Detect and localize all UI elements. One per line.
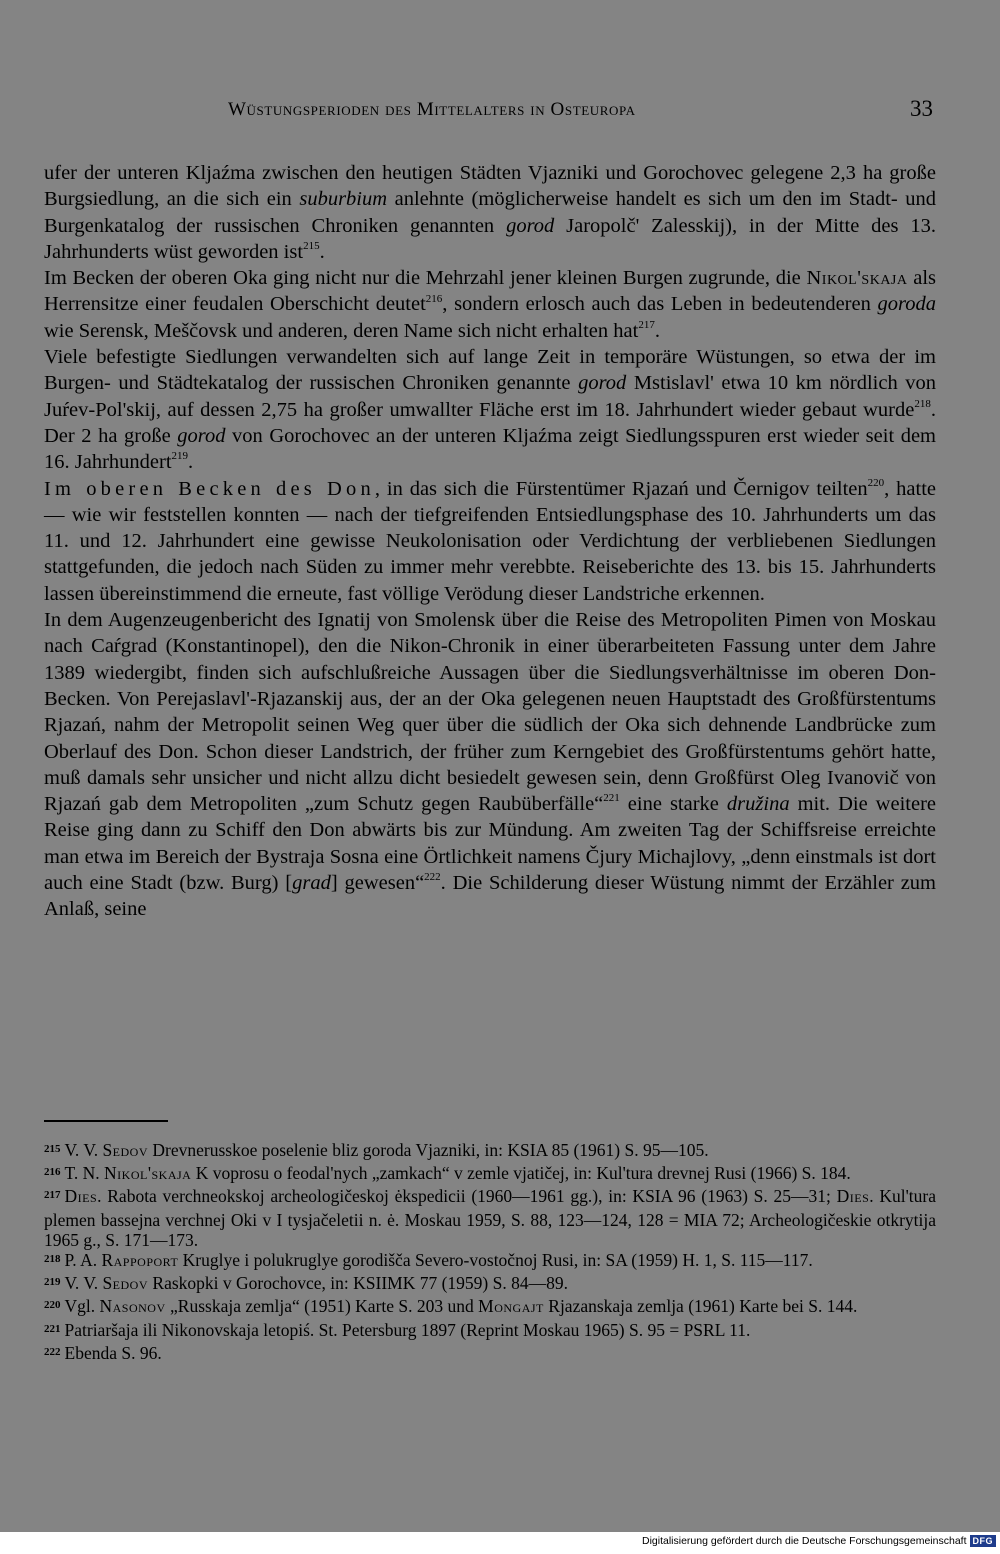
paragraph-5 (44, 607, 936, 923)
footnote-number: 217 (44, 1189, 61, 1202)
text-run: Jaropolč' Zalesskij), in der Mitte des 13. Jahrhunderts wüst geworden ist (44, 214, 936, 263)
footnote-number: 215 (44, 1143, 61, 1155)
text-run: V. V. (64, 1273, 103, 1294)
paragraph-3 (44, 344, 936, 475)
footnote-number: 220 (44, 1299, 61, 1312)
credit-text: Digitalisierung gefördert durch die Deutsche Forschungsgemeinschaft (641, 1535, 967, 1547)
italic-term: gorod (506, 214, 555, 237)
author-name: Mongajt (478, 1296, 544, 1317)
footnote-ref: 217 (638, 318, 655, 331)
text-run: . Rabota verchneokskoj archeologičeskoj ėkspedicii (1960—1961 gg.), in: KSIA 96 (1963) S. 25—31; (97, 1186, 837, 1207)
author-name: Nikol'skaja (104, 1163, 192, 1184)
text-run: Kruglye i polukruglye gorodišča Severo-vostočnoj Rusi, in: SA (1959) H. 1, S. 115—117. (178, 1250, 813, 1271)
text-run: Ebenda S. 96. (64, 1342, 162, 1363)
text-run: mit. Die weitere Reise ging dann zu Schiff den Don abwärts bis zur Mündung. Am zweiten Tag der Schiffsreise erreichte man etwa im Bereich der Bystraja Sosna eine Örtlichkeit namens Čjury Michajlovy, „denn einstmals ist dort auch eine Stadt (bzw. Burg) [ (44, 793, 936, 895)
text-run: Drevnerusskoe poselenie bliz goroda Vjazniki, in: KSIA 85 (1961) S. 95—105. (148, 1140, 709, 1160)
footnote-220 (44, 1296, 936, 1319)
footnote-ref: 220 (867, 476, 885, 489)
footnote-number: 221 (44, 1322, 61, 1335)
footnote-number: 219 (44, 1276, 61, 1289)
footnote-separator (44, 1120, 168, 1122)
text-run: „Russkaja zemlja“ (1951) Karte S. 203 und (165, 1296, 479, 1317)
author-name: Dies (836, 1186, 870, 1207)
author-name: Nasonov (99, 1296, 166, 1317)
text-run: Mstislavl' etwa 10 km nördlich von Juŕev-Pol'skij, auf dessen 2,75 ha großer umwallter Fläche erst im 18. Jahrhundert wieder gebaut wurde (44, 372, 937, 421)
text-run: Vgl. (64, 1296, 100, 1317)
footnote-218 (44, 1250, 936, 1273)
dfg-logo: DFG (970, 1535, 997, 1547)
footnote-222 (44, 1343, 936, 1366)
text-run: von Gorochovec an der unteren Kljaźma zeigt Siedlungsspuren erst wieder seit dem 16. Jahrhundert (44, 424, 936, 474)
paragraph-1 (44, 160, 936, 265)
footnote-ref: 215 (303, 240, 320, 253)
text-run: , in das sich die Fürstentümer Rjazań und Černigov teilten (374, 477, 868, 500)
body-text (44, 160, 936, 923)
text-run: wie Serensk, Meščovsk und anderen, deren Name sich nicht erhalten hat (44, 319, 639, 342)
text-run: eine starke (619, 793, 727, 816)
author-name: Sedov (102, 1273, 149, 1294)
text-run: ] gewesen“ (330, 872, 425, 895)
footnote-217 (44, 1186, 936, 1250)
text-run: In dem Augenzeugenbericht des Ignatij von Smolensk über die Reise des Metropoliten Pimen von Moskau nach Caŕgrad (Konstantinopel), den die Nikon-Chronik in einer überarbeiteten Fassung unter dem Jahre 1389 wiedergibt, finden sich aufschlußreiche Aussagen über die Siedlungsverhältnisse im oberen Don-Becken. Von Perejaslavl'-Rjazanskij aus, der an der Oka gelegenen neuen Hauptstadt des Großfürstentums Rjazań, nahm der Metropolit seinen Weg quer über die südlich der Oka sich dehnende Landbrücke zum Oberlauf des Don. Schon dieser Landstrich, der früher zum Kerngebiet des Großfürstentums gehört hatte, muß damals sehr unsicher und nicht allzu dicht besiedelt gewesen sein, denn Großfürst Oleg Ivanovič von Rjazań gab dem Metropoliten „zum Schutz gegen Raubüberfälle“ (44, 609, 936, 816)
running-head (0, 96, 1000, 129)
italic-term: gorod (177, 424, 226, 447)
footnote-number: 216 (44, 1166, 61, 1179)
text-run: P. A. (64, 1250, 102, 1271)
footnote-216 (44, 1163, 936, 1186)
italic-term: suburbium (299, 188, 388, 211)
footnotes (44, 1140, 936, 1366)
text-run: Im Becken der oberen Oka ging nicht nur die Mehrzahl jener kleinen Burgen zugrunde, die (44, 267, 807, 290)
text-run: Raskopki v Gorochovce, in: KSIIMK 77 (1959) S. 84—89. (148, 1273, 568, 1294)
text-run: . Der 2 ha große (44, 398, 936, 447)
italic-term: goroda (877, 293, 936, 316)
text-run: V. V. (64, 1140, 103, 1160)
text-run: T. N. (64, 1163, 105, 1184)
italic-term: družina (726, 793, 790, 816)
text-run: . (188, 451, 194, 474)
text-run: . Die Schilderung dieser Wüstung nimmt der Erzähler zum Anlaß, seine (44, 872, 936, 921)
spaced-heading-phrase: Im oberen Becken des Don (44, 477, 375, 500)
text-run: , sondern erlosch auch das Leben in bedeutenderen (442, 293, 878, 316)
footnote-number: 218 (44, 1253, 61, 1266)
digitization-credit (642, 1532, 996, 1550)
running-head-title: Wüstungsperioden des Mittelalters in Osteuropa (228, 99, 636, 120)
author-name: Sedov (102, 1140, 149, 1160)
text-run: Viele befestigte Siedlungen verwandelten sich auf lange Zeit in temporäre Wüstungen, so etwa der im Burgen- und Städtekatalog der russischen Chroniken genannte (44, 346, 936, 395)
footnote-ref: 219 (171, 450, 189, 463)
text-run: . (654, 319, 660, 342)
paragraph-2 (44, 265, 936, 344)
author-name: Dies (64, 1186, 98, 1207)
footnote-ref: 221 (603, 792, 620, 805)
footnote-219 (44, 1273, 936, 1296)
text-run: ufer der unteren Kljaźma zwischen den heutigen Städten Vjazniki und Gorochovec gelegene 2,3 ha große Burgsiedlung, an die sich ein (44, 162, 936, 211)
author-name: Rappoport (101, 1250, 179, 1271)
italic-term: gorod (578, 372, 627, 395)
footnote-215 (44, 1140, 936, 1163)
text-run: Rjazanskaja zemlja (1961) Karte bei S. 144. (543, 1296, 858, 1317)
footnote-ref: 222 (424, 871, 441, 884)
text-run: . Kul'tura plemen bassejna verchnej Oki v I tysjačeletii n. ė. Moskau 1959, S. 88, 123—124, 128 = MIA 72; Archeologičeskie otkrytija 1965 g., S. 171—173. (44, 1186, 936, 1250)
text-run: K voprosu o feodal'nych „zamkach“ v zemle vjatičej, in: Kul'tura drevnej Rusi (1966) S. 184. (191, 1163, 851, 1184)
text-run: . (319, 240, 325, 263)
author-name: Nikol'skaja (806, 267, 908, 290)
footnote-ref: 216 (425, 292, 443, 305)
footnote-number: 222 (44, 1345, 61, 1358)
text-run: anlehnte (möglicherweise handelt es sich um den im Stadt- und Burgenkatalog der russischen Chroniken genannten (44, 188, 936, 237)
footnote-ref: 218 (914, 397, 931, 410)
page-number: 33 (910, 96, 933, 121)
text-run: als Herrensitze einer feudalen Oberschicht deutet (44, 267, 936, 316)
text-run: , hatte — wie wir feststellen konnten — nach der tiefgreifenden Entsiedlungsphase des 10. Jahrhunderts um das 11. und 12. Jahrhundert eine gewisse Neukolonisation oder Verdichtung der verbliebenen Siedlungen stattgefunden, die jedoch nach Süden zu immer mehr verebbte. Reiseberichte des 13. bis 15. Jahrhunderts lassen übereinstimmend die erneute, fast völlige Verödung dieser Landstriche erkennen. (44, 477, 936, 605)
paragraph-4 (44, 476, 936, 607)
italic-term: grad (292, 872, 331, 895)
footnote-221 (44, 1320, 936, 1343)
text-run: Patriaršaja ili Nikonovskaja letopiś. St. Petersburg 1897 (Reprint Moskau 1965) S. 95 = PSRL 11. (64, 1319, 751, 1340)
